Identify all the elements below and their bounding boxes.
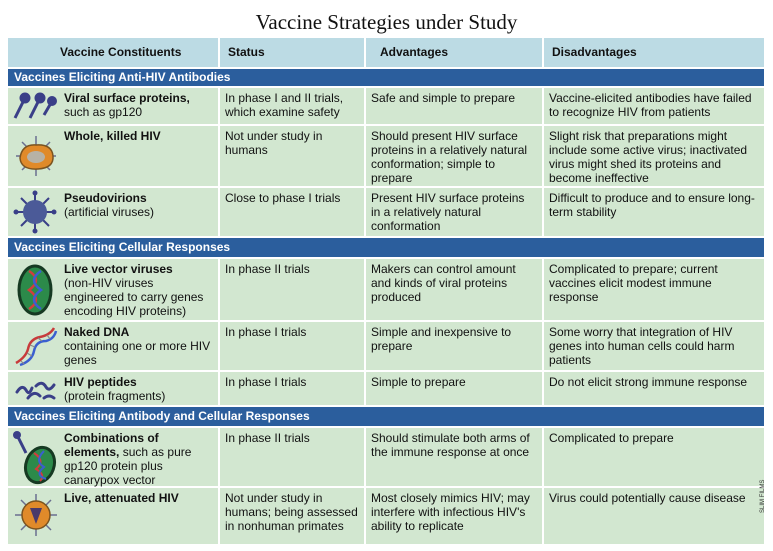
header-advantages: Advantages	[366, 38, 542, 67]
surface-protein-icon	[12, 91, 58, 121]
constituent-name: Combinations of elements,	[64, 431, 159, 459]
table-row	[8, 428, 764, 486]
status-cell: Not under study in humans	[220, 126, 364, 186]
table-row	[8, 259, 764, 320]
disadvantages-cell: Vaccine-elicited antibodies have failed to recognize HIV from patients	[544, 88, 764, 124]
section-header-cellular: Vaccines Eliciting Cellular Responses	[8, 238, 764, 257]
disadvantages-cell: Slight risk that preparations might include some active virus; inactivated virus might shed its proteins and become ineffective	[544, 126, 764, 186]
pseudovirion-icon	[12, 190, 58, 234]
status-cell: In phase I trials	[220, 372, 364, 405]
constituent-detail: such as pure gp120 protein plus canarypox vector	[64, 445, 192, 487]
attenuated-virus-icon	[12, 492, 60, 538]
vaccine-table	[8, 38, 764, 544]
disadvantages-cell: Do not elicit strong immune response	[544, 372, 764, 405]
constituent-detail: (protein fragments)	[64, 389, 166, 403]
disadvantages-cell: Complicated to prepare; current vaccines elicit modest immune response	[544, 259, 764, 320]
constituent-detail: containing one or more HIV genes	[64, 339, 211, 367]
peptide-icon	[14, 376, 58, 402]
constituent-name: Naked DNA	[64, 325, 130, 339]
header-status: Status	[220, 38, 364, 67]
disadvantages-cell: Virus could potentially cause disease	[544, 488, 764, 544]
status-cell: In phase I and II trials, which examine safety	[220, 88, 364, 124]
constituent-name: HIV peptides	[64, 375, 137, 389]
combination-icon	[12, 431, 60, 485]
disadvantages-cell: Complicated to prepare	[544, 428, 764, 486]
disadvantages-cell: Difficult to produce and to ensure long-term stability	[544, 188, 764, 236]
constituent-detail: (non-HIV viruses engineered to carry genes encoding HIV proteins)	[64, 276, 204, 318]
dna-icon	[12, 325, 58, 367]
advantages-cell: Most closely mimics HIV; may interfere with infectious HIV's ability to replicate	[366, 488, 542, 544]
constituent-name: Pseudovirions	[64, 191, 147, 205]
header-constituents: Vaccine Constituents	[8, 38, 218, 67]
advantages-cell: Simple to prepare	[366, 372, 542, 405]
constituent-detail: (artificial viruses)	[64, 205, 155, 219]
table-row	[8, 126, 764, 186]
killed-virus-icon	[12, 132, 60, 180]
constituent-name: Live vector viruses	[64, 262, 173, 276]
constituent-name: Viral surface proteins,	[64, 91, 190, 105]
status-cell: In phase II trials	[220, 259, 364, 320]
header-row	[8, 38, 764, 67]
status-cell: Close to phase I trials	[220, 188, 364, 236]
table-row	[8, 88, 764, 124]
table-title: Vaccine Strategies under Study	[255, 10, 518, 34]
advantages-cell: Safe and simple to prepare	[366, 88, 542, 124]
advantages-cell: Present HIV surface proteins in a relatively natural conformation	[366, 188, 542, 236]
table-row	[8, 188, 764, 236]
advantages-cell: Should stimulate both arms of the immune response at once	[366, 428, 542, 486]
advantages-cell: Simple and inexpensive to prepare	[366, 322, 542, 370]
constituent-name: Live, attenuated HIV	[64, 491, 179, 505]
advantages-cell: Makers can control amount and kinds of viral proteins produced	[366, 259, 542, 320]
section-header-combined: Vaccines Eliciting Antibody and Cellular Responses	[8, 407, 764, 426]
table-row	[8, 322, 764, 370]
advantages-cell: Should present HIV surface proteins in a relatively natural conformation; simple to prepare	[366, 126, 542, 186]
section-header-antibodies: Vaccines Eliciting Anti-HIV Antibodies	[8, 69, 764, 86]
table-row	[8, 488, 764, 544]
constituent-name: Whole, killed HIV	[64, 129, 161, 143]
image-credit: SLIM FILMS	[760, 479, 766, 513]
constituent-detail: such as gp120	[64, 105, 143, 119]
vector-virus-icon	[15, 263, 55, 317]
status-cell: In phase II trials	[220, 428, 364, 486]
status-cell: In phase I trials	[220, 322, 364, 370]
disadvantages-cell: Some worry that integration of HIV genes into human cells could harm patients	[544, 322, 764, 370]
status-cell: Not under study in humans; being assessed in nonhuman primates	[220, 488, 364, 544]
table-row	[8, 372, 764, 405]
header-disadvantages: Disadvantages	[544, 38, 764, 67]
